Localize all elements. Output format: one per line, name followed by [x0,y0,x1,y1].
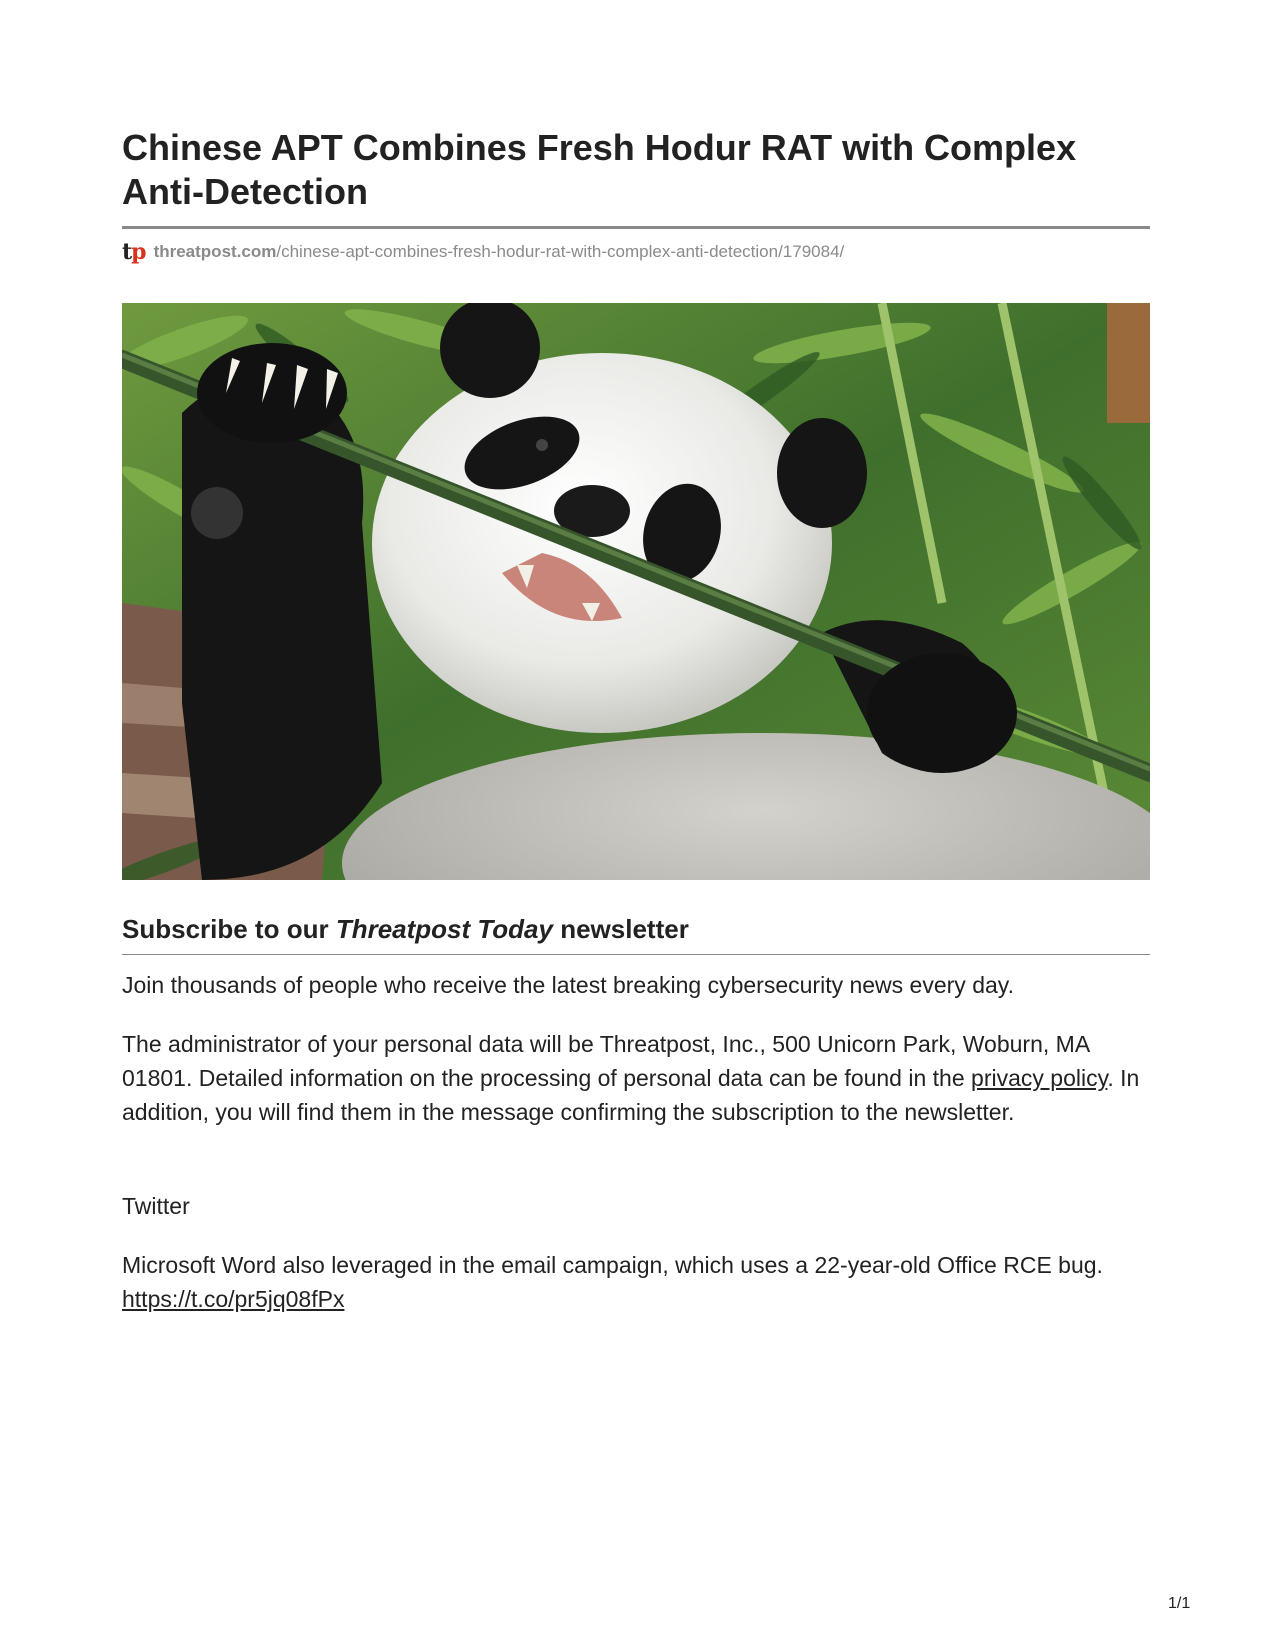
newsletter-heading-suffix: newsletter [552,914,689,944]
newsletter-heading [122,912,689,946]
logo-letter-t: t [122,239,132,265]
page-number: 1/1 [1168,1595,1191,1612]
twitter-label: Twitter [122,1193,190,1219]
panda-photo [122,303,1150,880]
newsletter-heading-title: Threatpost Today [335,914,553,944]
newsletter-intro: Join thousands of people who receive the latest breaking cybersecurity news every day. [122,972,1014,998]
source-path[interactable]: /chinese-apt-combines-fresh-hodur-rat-with-complex-anti-detection/179084/ [276,242,845,261]
privacy-paragraph [122,1027,1150,1129]
source-url-line [122,240,844,264]
tweet-body: Microsoft Word also leveraged in the email campaign, which uses a 22-year-old Office RCE bug. [122,1252,1103,1278]
newsletter-heading-prefix: Subscribe to our [122,914,336,944]
newsletter-divider [122,954,1150,955]
source-domain[interactable]: threatpost.com [153,242,277,261]
title-divider [122,226,1150,229]
panda-illustration [122,303,1150,880]
article-title: Chinese APT Combines Fresh Hodur RAT with Complex Anti-Detection [122,127,1077,212]
threatpost-logo [122,241,146,263]
privacy-text-before: The administrator of your personal data will be Threatpost, Inc., 500 Unicorn Park, Woburn, MA 01801. Detailed information on the processing of personal data can be found in the [122,1031,1089,1091]
privacy-text-after: . In addition, you will find them in the message confirming the subscription to the newsletter. [122,1065,1140,1125]
tweet-text [122,1248,1150,1316]
logo-letter-p: p [131,239,146,265]
tweet-link[interactable]: https://t.co/pr5jq08fPx [122,1286,345,1312]
privacy-policy-link[interactable]: privacy policy [971,1065,1108,1091]
